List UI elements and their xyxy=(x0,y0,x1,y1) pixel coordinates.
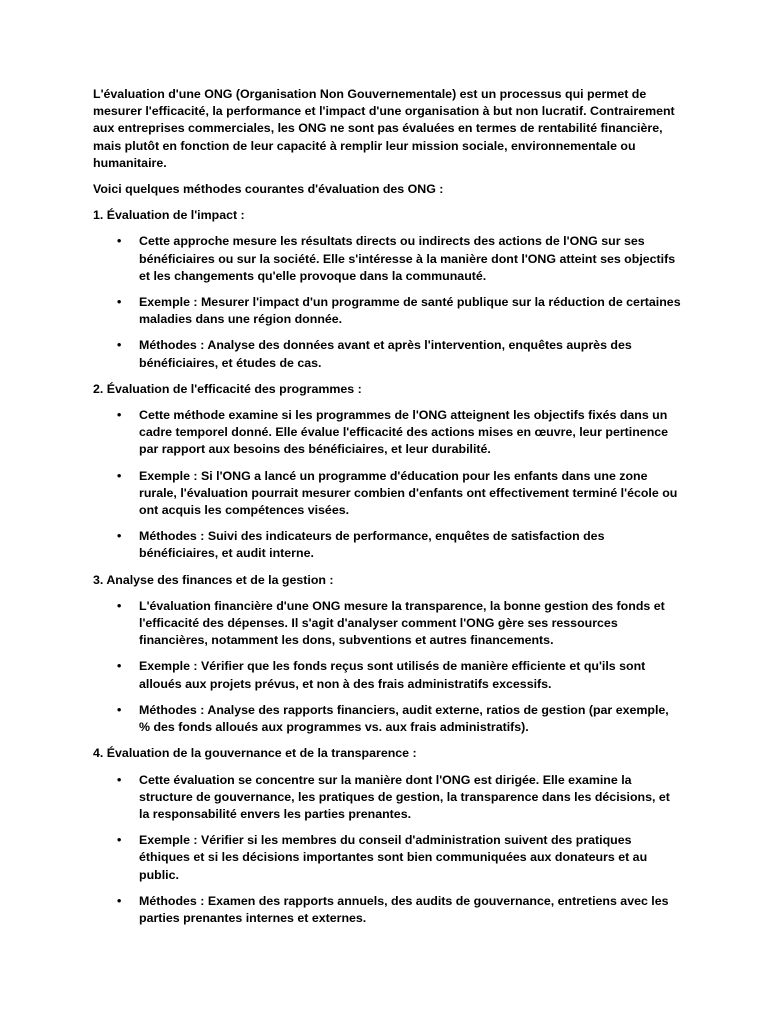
list-item xyxy=(93,598,683,650)
bullet-icon: • xyxy=(117,598,122,613)
section-3-list xyxy=(93,598,683,736)
bullet-icon: • xyxy=(117,408,122,423)
section-title-2: 2. Évaluation de l'efficacité des programmes : xyxy=(93,381,362,396)
bullet-icon: • xyxy=(117,772,122,787)
list-item-text: Cette méthode examine si les programmes de l'ONG atteignent les objectifs fixés dans un cadre temporel donné. Elle évalue l'efficacité des actions mises en œuvre, leur pertinence par rapport aux besoins des bénéficiaires, et leur durabilité. xyxy=(139,408,669,457)
bullet-icon: • xyxy=(117,338,122,353)
list-item-text: L'évaluation financière d'une ONG mesure la transparence, la bonne gestion des fonds et l'efficacité des dépenses. Il s'agit d'analyser comment l'ONG gère ses ressources financières, notamment les dons, subventions et autres financements. xyxy=(139,598,665,648)
intro-paragraph: L'évaluation d'une ONG (Organisation Non Gouvernementale) est un processus qui permet de mesurer l'efficacité, la performance et l'impact d'une organisation à but non lucratif. Contrairement aux entreprises commerciales, les ONG ne sont pas évaluées en termes de rentabilité financière, mais plutôt en fonction de leur capacité à remplir leur mission sociale, environnementale ou humanitaire. xyxy=(93,87,675,170)
bullet-icon: • xyxy=(117,893,122,908)
list-item-text: Cette approche mesure les résultats directs ou indirects des actions de l'ONG sur ses bénéficiaires ou sur la société. Elle s'intéresse à la manière dont l'ONG atteint ses objectifs et les changements qu'elle provoque dans la communauté. xyxy=(139,234,676,283)
list-item xyxy=(93,407,683,459)
list-item xyxy=(93,528,683,562)
section-title-1: 1. Évaluation de l'impact : xyxy=(93,208,245,223)
section-2-list xyxy=(93,407,683,563)
bullet-icon: • xyxy=(117,833,122,848)
document-page xyxy=(93,86,683,936)
section-title-3: 3. Analyse des finances et de la gestion : xyxy=(93,572,334,587)
list-item xyxy=(93,468,683,520)
bullet-icon: • xyxy=(117,468,122,483)
list-item xyxy=(93,337,683,371)
list-item xyxy=(93,772,683,824)
list-item xyxy=(93,832,683,884)
list-item xyxy=(93,233,683,285)
bullet-icon: • xyxy=(117,295,122,310)
list-item xyxy=(93,658,683,692)
list-item xyxy=(93,294,683,328)
section-1-list xyxy=(93,233,683,371)
list-item xyxy=(93,893,683,927)
list-item-text: Cette évaluation se concentre sur la manière dont l'ONG est dirigée. Elle examine la structure de gouvernance, les pratiques de gestion, la transparence dans les décisions, et la responsabilité envers les parties prenantes. xyxy=(139,772,670,821)
list-item-text: Méthodes : Examen des rapports annuels, des audits de gouvernance, entretiens avec les parties prenantes internes et externes. xyxy=(139,893,669,925)
lead-paragraph: Voici quelques méthodes courantes d'évaluation des ONG : xyxy=(93,182,444,197)
bullet-icon: • xyxy=(117,529,122,544)
list-item-text: Méthodes : Analyse des données avant et après l'intervention, enquêtes auprès des bénéficiaires, et études de cas. xyxy=(139,338,632,370)
bullet-icon: • xyxy=(117,234,122,249)
list-item xyxy=(93,702,683,736)
section-4-list xyxy=(93,772,683,928)
list-item-text: Méthodes : Suivi des indicateurs de performance, enquêtes de satisfaction des bénéficiaires, et audit interne. xyxy=(139,529,605,561)
list-item-text: Exemple : Mesurer l'impact d'un programme de santé publique sur la réduction de certaines maladies dans une région donnée. xyxy=(139,295,681,327)
list-item-text: Exemple : Vérifier que les fonds reçus sont utilisés de manière efficiente et qu'ils sont alloués aux projets prévus, et non à des frais administratifs excessifs. xyxy=(139,659,646,691)
bullet-icon: • xyxy=(117,659,122,674)
list-item-text: Exemple : Vérifier si les membres du conseil d'administration suivent des pratiques éthiques et si les décisions importantes sont bien communiquées aux donateurs et au public. xyxy=(139,833,648,882)
bullet-icon: • xyxy=(117,702,122,717)
section-title-4: 4. Évaluation de la gouvernance et de la transparence : xyxy=(93,746,417,761)
list-item-text: Exemple : Si l'ONG a lancé un programme d'éducation pour les enfants dans une zone rurale, l'évaluation pourrait mesurer combien d'enfants ont effectivement terminé l'école ou ont acquis les compétences visées. xyxy=(139,468,678,518)
list-item-text: Méthodes : Analyse des rapports financiers, audit externe, ratios de gestion (par exemple, % des fonds alloués aux programmes vs. aux frais administratifs). xyxy=(139,702,669,735)
